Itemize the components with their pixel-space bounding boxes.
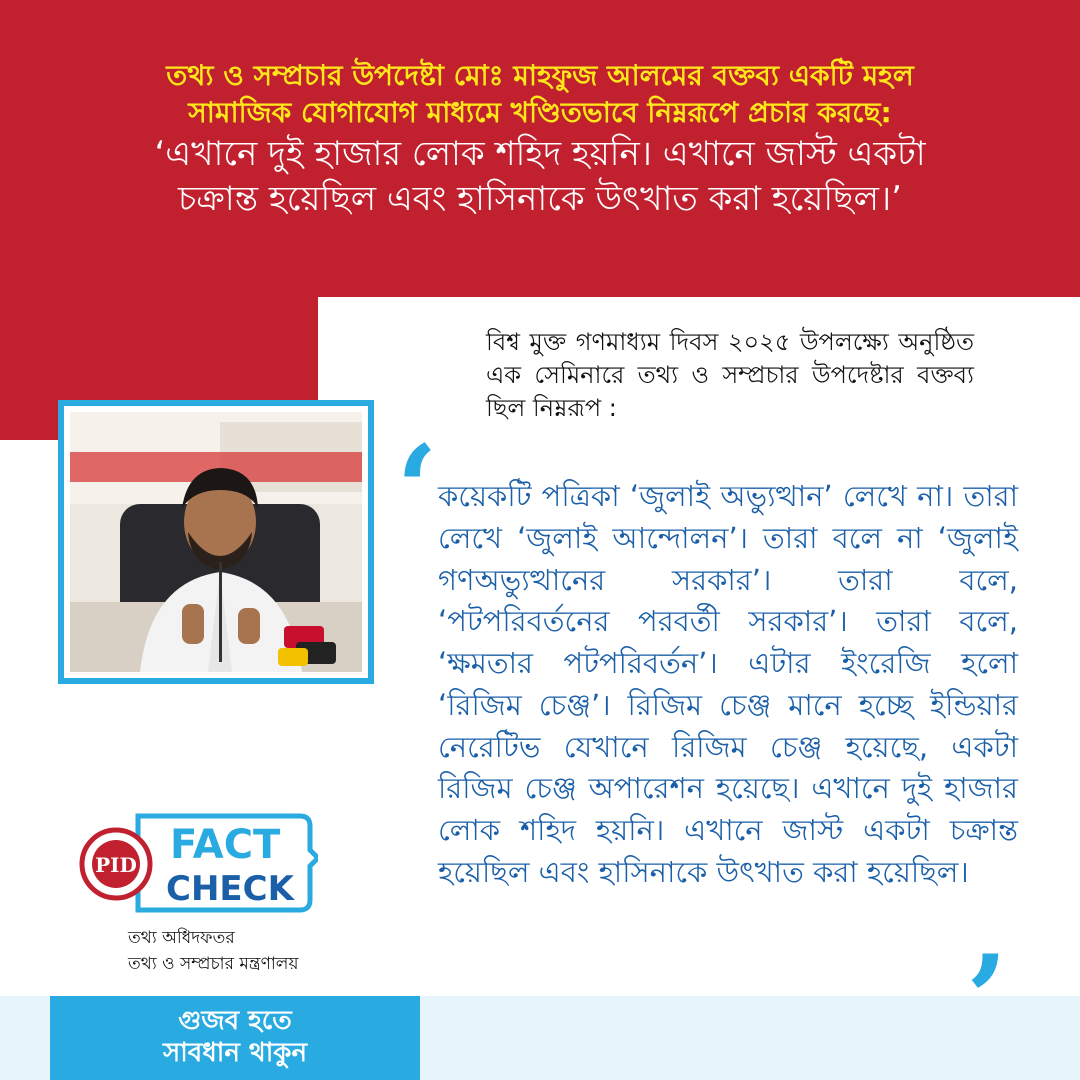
intro-text: বিশ্ব মুক্ত গণমাধ্যম দিবস ২০২৫ উপলক্ষ্যে অনুষ্ঠিত এক সেমিনারে তথ্য ও সম্প্রচার উপদেষ্টার বক্তব্য ছিল নিম্নরূপ :	[486, 328, 974, 423]
headline	[40, 58, 1040, 222]
organization-name	[128, 926, 299, 977]
org-line-1: তথ্য অধিদফতর	[128, 928, 235, 948]
slogan-line-2: সাবধান থাকুন	[163, 1037, 307, 1068]
headline-line-1: তথ্য ও সম্প্রচার উপদেষ্টা মোঃ মাহফুজ আলমের বক্তব্য একটি মহল	[166, 59, 914, 92]
fact-check-emblem	[78, 808, 318, 918]
speaker-image	[70, 412, 362, 672]
photo-illustration	[70, 412, 362, 672]
quote-text: কয়েকটি পত্রিকা ‘জুলাই অভ্যুত্থান’ লেখে না। তারা লেখে ‘জুলাই আন্দোলন’। তারা বলে না ‘জুলাই গণঅভ্যুত্থানের সরকার’। তারা বলে, ‘পটপরিবর্তনের পরবর্তী সরকার’। তারা বলে, ‘ক্ষমতার পটপরিবর্তন’। এটার ইংরেজি হলো ‘রিজিম চেঞ্জ’। রিজিম চেঞ্জ মানে হচ্ছে ইন্ডিয়ার নেরেটিভ যেখানে রিজিম চেঞ্জ হয়েছে, একটা রিজিম চেঞ্জ অপারেশন হয়েছে। এখানে দুই হাজার লোক শহিদ হয়নি। এখানে জাস্ট একটা চক্রান্ত হয়েছিল এবং হাসিনাকে উৎখাত করা হয়েছিল।	[438, 479, 1018, 889]
pid-emblem-text: PID	[95, 853, 137, 877]
org-line-2: তথ্য ও সম্প্রচার মন্ত্রণালয়	[128, 953, 299, 974]
headline-line-2: সামাজিক যোগাযোগ মাধ্যমে খণ্ডিতভাবে নিম্নরূপে প্রচার করছে:	[188, 95, 892, 129]
slogan-line-1: গুজব হতে	[178, 1006, 292, 1036]
fact-check-logo	[78, 808, 318, 918]
speaker-photo	[58, 400, 374, 684]
check-label: CHECK	[166, 869, 294, 909]
fact-label: FACT	[170, 822, 281, 868]
slogan	[50, 1006, 420, 1069]
headline-quote-line-1: ‘এখানে দুই হাজার লোক শহিদ হয়নি। এখানে জাস্ট একটা	[154, 133, 926, 174]
opening-quote-mark: ‘	[396, 419, 438, 560]
headline-quote-line-2: চক্রান্ত হয়েছিল এবং হাসিনাকে উৎখাত করা হয়েছিল।’	[178, 178, 902, 219]
